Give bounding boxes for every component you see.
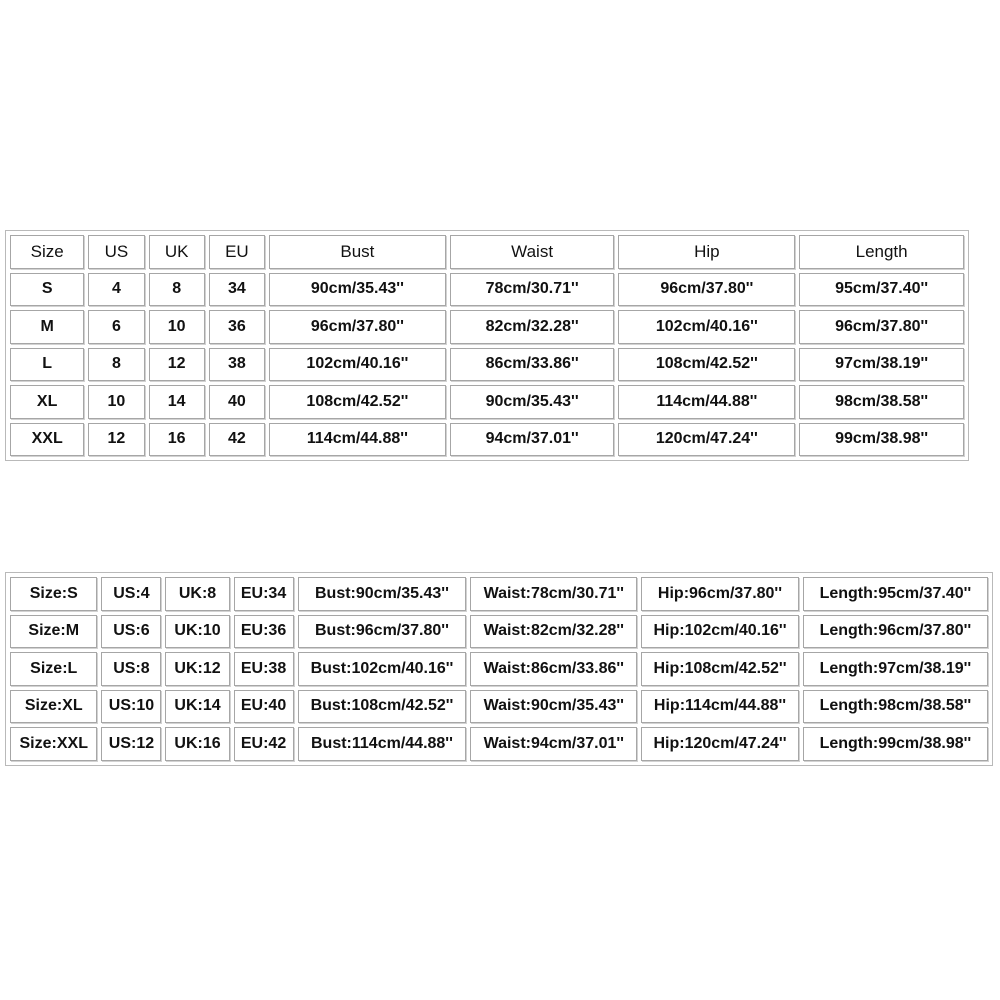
cell-waist: Waist:94cm/37.01'' xyxy=(470,727,637,761)
cell-bust: 96cm/37.80'' xyxy=(269,310,446,344)
cell-length: Length:97cm/38.19'' xyxy=(803,652,988,686)
cell-size: L xyxy=(10,348,84,382)
header-cell-hip: Hip xyxy=(618,235,795,269)
cell-bust: 102cm/40.16'' xyxy=(269,348,446,382)
table-header-row xyxy=(10,235,964,269)
cell-uk: UK:12 xyxy=(165,652,229,686)
cell-uk: 16 xyxy=(149,423,205,457)
cell-length: 98cm/38.58'' xyxy=(799,385,964,419)
table-row xyxy=(10,727,988,761)
table-row xyxy=(10,310,964,344)
cell-eu: EU:34 xyxy=(234,577,294,611)
cell-waist: Waist:86cm/33.86'' xyxy=(470,652,637,686)
cell-hip: 96cm/37.80'' xyxy=(618,273,795,307)
cell-uk: UK:8 xyxy=(165,577,229,611)
cell-hip: Hip:96cm/37.80'' xyxy=(641,577,799,611)
header-cell-waist: Waist xyxy=(450,235,615,269)
table-row xyxy=(10,385,964,419)
cell-hip: Hip:120cm/47.24'' xyxy=(641,727,799,761)
cell-eu: 38 xyxy=(209,348,265,382)
header-cell-uk: UK xyxy=(149,235,205,269)
cell-bust: Bust:108cm/42.52'' xyxy=(298,690,467,724)
cell-waist: 90cm/35.43'' xyxy=(450,385,615,419)
cell-eu: EU:38 xyxy=(234,652,294,686)
cell-uk: UK:10 xyxy=(165,615,229,649)
cell-hip: 102cm/40.16'' xyxy=(618,310,795,344)
cell-us: 8 xyxy=(88,348,144,382)
cell-size: Size:M xyxy=(10,615,97,649)
cell-bust: Bust:90cm/35.43'' xyxy=(298,577,467,611)
cell-bust: 90cm/35.43'' xyxy=(269,273,446,307)
size-chart-table xyxy=(5,230,969,461)
cell-hip: 114cm/44.88'' xyxy=(618,385,795,419)
cell-bust: Bust:102cm/40.16'' xyxy=(298,652,467,686)
cell-waist: 86cm/33.86'' xyxy=(450,348,615,382)
cell-eu: 40 xyxy=(209,385,265,419)
cell-hip: Hip:108cm/42.52'' xyxy=(641,652,799,686)
cell-us: 4 xyxy=(88,273,144,307)
cell-eu: 34 xyxy=(209,273,265,307)
cell-length: 97cm/38.19'' xyxy=(799,348,964,382)
cell-waist: Waist:90cm/35.43'' xyxy=(470,690,637,724)
cell-hip: 120cm/47.24'' xyxy=(618,423,795,457)
cell-waist: Waist:78cm/30.71'' xyxy=(470,577,637,611)
cell-uk: UK:16 xyxy=(165,727,229,761)
cell-size: Size:XL xyxy=(10,690,97,724)
cell-uk: 8 xyxy=(149,273,205,307)
cell-eu: 42 xyxy=(209,423,265,457)
cell-size: Size:XXL xyxy=(10,727,97,761)
cell-uk: 12 xyxy=(149,348,205,382)
cell-length: Length:96cm/37.80'' xyxy=(803,615,988,649)
cell-waist: Waist:82cm/32.28'' xyxy=(470,615,637,649)
cell-size: Size:L xyxy=(10,652,97,686)
cell-length: 95cm/37.40'' xyxy=(799,273,964,307)
cell-bust: Bust:96cm/37.80'' xyxy=(298,615,467,649)
cell-size: S xyxy=(10,273,84,307)
header-cell-us: US xyxy=(88,235,144,269)
cell-uk: 10 xyxy=(149,310,205,344)
cell-us: US:8 xyxy=(101,652,161,686)
cell-bust: 114cm/44.88'' xyxy=(269,423,446,457)
cell-size: XXL xyxy=(10,423,84,457)
cell-uk: UK:14 xyxy=(165,690,229,724)
cell-us: US:6 xyxy=(101,615,161,649)
table-row xyxy=(10,615,988,649)
cell-waist: 82cm/32.28'' xyxy=(450,310,615,344)
cell-size: M xyxy=(10,310,84,344)
cell-size: Size:S xyxy=(10,577,97,611)
cell-us: 12 xyxy=(88,423,144,457)
cell-eu: EU:36 xyxy=(234,615,294,649)
cell-waist: 78cm/30.71'' xyxy=(450,273,615,307)
header-cell-length: Length xyxy=(799,235,964,269)
cell-length: 99cm/38.98'' xyxy=(799,423,964,457)
cell-eu: EU:42 xyxy=(234,727,294,761)
cell-length: Length:95cm/37.40'' xyxy=(803,577,988,611)
cell-bust: Bust:114cm/44.88'' xyxy=(298,727,467,761)
cell-us: US:4 xyxy=(101,577,161,611)
cell-us: US:12 xyxy=(101,727,161,761)
table-row xyxy=(10,423,964,457)
table-row xyxy=(10,348,964,382)
header-cell-size: Size xyxy=(10,235,84,269)
cell-us: 6 xyxy=(88,310,144,344)
cell-eu: 36 xyxy=(209,310,265,344)
cell-us: US:10 xyxy=(101,690,161,724)
table-row xyxy=(10,577,988,611)
size-chart-labeled-table xyxy=(5,572,993,766)
table-row xyxy=(10,690,988,724)
table-row xyxy=(10,273,964,307)
cell-size: XL xyxy=(10,385,84,419)
header-cell-bust: Bust xyxy=(269,235,446,269)
header-cell-eu: EU xyxy=(209,235,265,269)
cell-hip: Hip:114cm/44.88'' xyxy=(641,690,799,724)
cell-eu: EU:40 xyxy=(234,690,294,724)
cell-hip: Hip:102cm/40.16'' xyxy=(641,615,799,649)
table-row xyxy=(10,652,988,686)
cell-waist: 94cm/37.01'' xyxy=(450,423,615,457)
cell-length: 96cm/37.80'' xyxy=(799,310,964,344)
cell-us: 10 xyxy=(88,385,144,419)
cell-uk: 14 xyxy=(149,385,205,419)
cell-hip: 108cm/42.52'' xyxy=(618,348,795,382)
cell-bust: 108cm/42.52'' xyxy=(269,385,446,419)
cell-length: Length:98cm/38.58'' xyxy=(803,690,988,724)
cell-length: Length:99cm/38.98'' xyxy=(803,727,988,761)
